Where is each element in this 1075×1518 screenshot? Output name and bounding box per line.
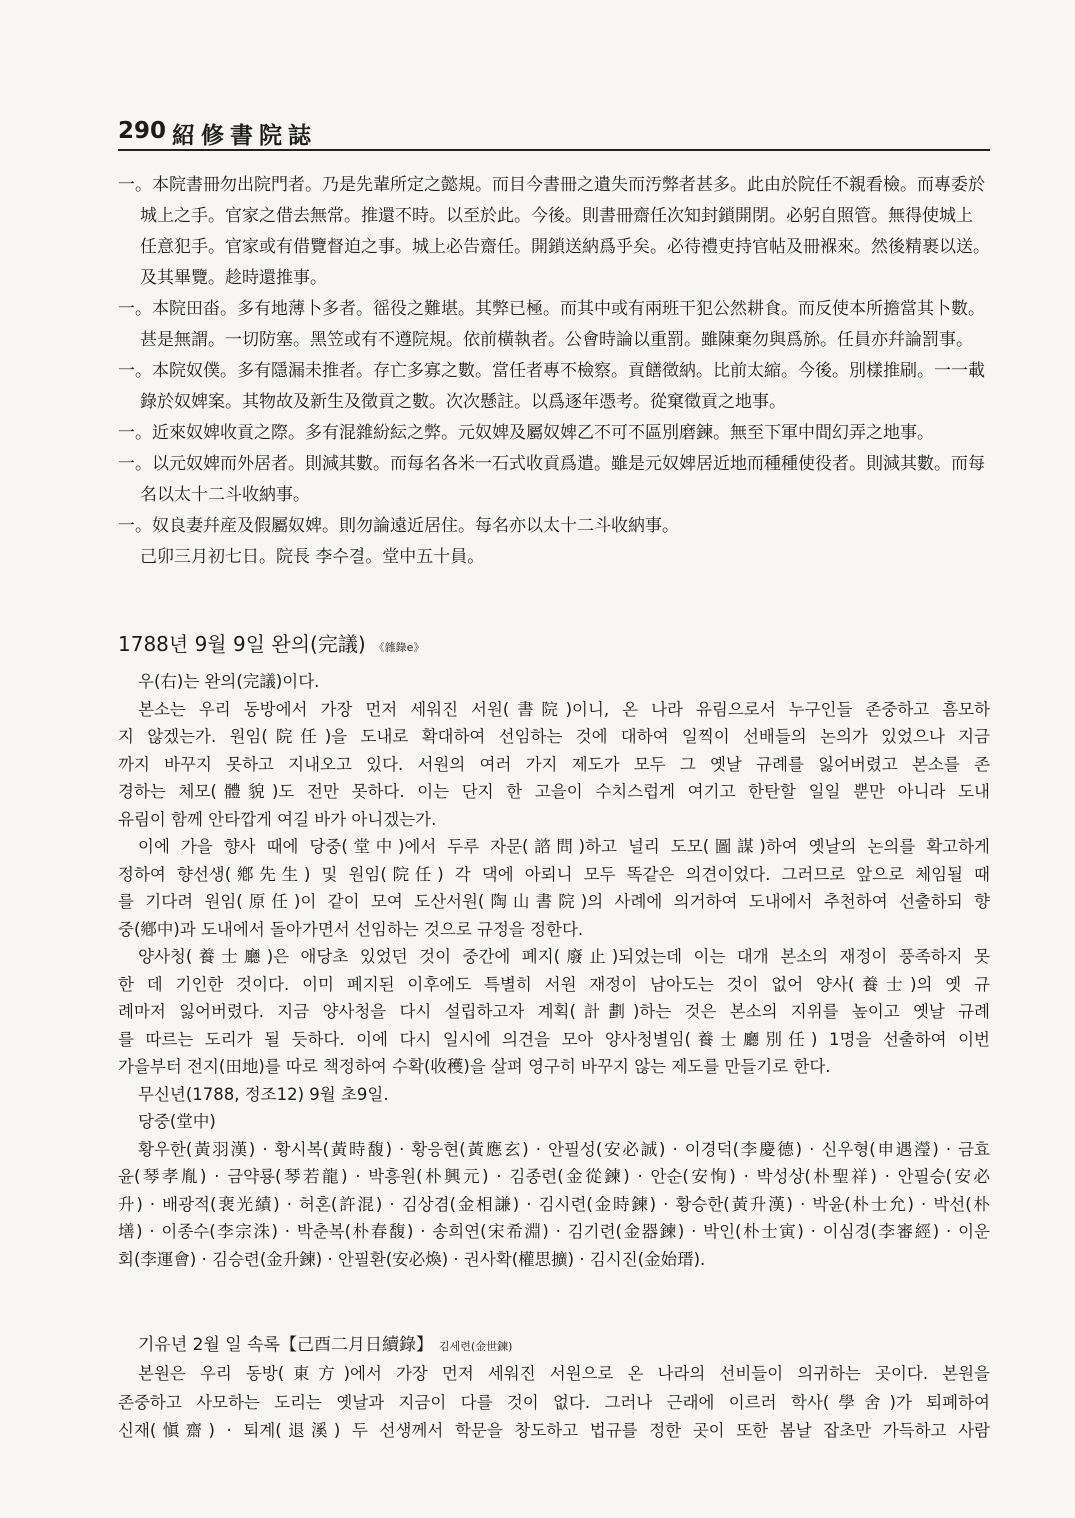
hanja-line: 名以太十二斗收納事。 — [140, 485, 310, 505]
text-line: 유림이 함께 안타깝게 여길 바가 아니겠는가. — [118, 809, 437, 829]
hanja-line: 任意犯手。官家或有借覽督迫之事。城上必告齋任。開鎖送納爲乎矣。必待禮吏持官帖及冊褓來。然後精裹以送。 — [140, 237, 990, 257]
translation-body — [118, 668, 990, 1273]
hanja-text-block — [118, 170, 998, 573]
section-title-wanui — [118, 628, 424, 657]
text-line: 를 기다려 원임(原任)이 같이 모여 도산서원(陶山書院)의 사례에 의거하여 도내에서 추천하여 선출하되 향 — [118, 892, 990, 911]
text-line: 존중하고 사모하는 도리는 옛날과 지금이 다를 것이 없다. 그러나 근래에 이르러 학사(學舍)가 퇴폐하여 — [118, 1392, 990, 1412]
text-line: 본원은 우리 동방(東方)에서 가장 먼저 세워진 서원으로 온 나라의 선비들이 의귀하는 곳이다. 본원을 — [138, 1364, 990, 1383]
names-line: 윤(琴孝胤) · 금약룡(琴若龍) · 박흥원(朴興元) · 김종련(金從鍊) · 안순(安恂) · 박성상(朴聖祥) · 안필승(安必 — [118, 1167, 990, 1186]
sub-section-author: 김세련(金世鍊) — [438, 1340, 513, 1353]
hanja-line: 及其畢覽。趁時還推事。 — [140, 268, 327, 288]
names-line: 升) · 배광적(裵光績) · 허혼(許混) · 김상겸(金相謙) · 김시련(金時鍊) · 황승한(黃升漢) · 박윤(朴士允) · 박선(朴 — [118, 1194, 990, 1214]
sub-section-title — [118, 1330, 990, 1360]
running-title: 紹修書院誌 — [172, 122, 317, 149]
hanja-line: 城上之手。官家之借去無常。推還不時。以至於此。今後。則書冊齋任次知封鎖開閉。必躬自照管。無得使城上 — [140, 206, 973, 226]
text-line: 본소는 우리 동방에서 가장 먼저 세워진 서원(書院)이니, 온 나라 유림으로서 누구인들 존중하고 흠모하 — [138, 699, 990, 719]
text-line: 례마저 잃어버렸다. 지금 양사청을 다시 설립하고자 계획(計劃)하는 것은 본소의 지위를 높이고 옛날 규례 — [118, 1002, 990, 1021]
hanja-signature-line: 己卯三月初七日。院長 李수결。堂中五十員。 — [140, 547, 485, 567]
names-line: 墡) · 이종수(李宗洙) · 박춘복(朴春馥) · 송희연(宋希淵) · 김기련(金器鍊) · 박인(朴士寅) · 이심경(李審經) · 이운 — [118, 1222, 990, 1241]
hanja-line: 一。本院奴僕。多有隱漏未推者。存亡多寡之數。當任者專不檢察。貢饍徵納。比前太縮。今後。別樣推刷。一一載 — [118, 361, 985, 381]
text-line: 경하는 체모(體貌)도 전만 못하다. 이는 단지 한 고을이 수치스럽게 여기고 한탄할 일일 뿐만 아니라 도내 — [118, 782, 990, 801]
hanja-line: 一。奴良妻幷産及假屬奴婢。則勿論遠近居住。每名亦以太十二斗收納事。 — [118, 516, 679, 536]
text-line: 정하여 향선생(鄕先生) 및 원임(院任) 각 댁에 아뢰니 모두 똑같은 의견이었다. 그러므로 앞으로 체임될 때 — [118, 864, 990, 884]
hanja-line: 甚是無謂。一切防塞。黑笠或有不遵院規。依前橫執者。公會時論以重罰。雖陳棄勿與爲旀。任員亦幷論罰事。 — [140, 330, 973, 350]
sub-section-title-text: 기유년 2월 일 속록【己酉二月日續錄】 — [138, 1335, 433, 1355]
text-line: 당중(堂中) — [138, 1112, 216, 1131]
hanja-line: 一。本院書冊勿出院門者。乃是先輩所定之懿規。而目今書冊之遺失而汚弊者甚多。此由於院任不親看檢。而專委於 — [118, 175, 985, 195]
text-line: 신재(愼齋) · 퇴계(退溪) 두 선생께서 학문을 창도하고 법규를 정한 곳이 또한 봄날 잡초만 가득하고 사람 — [118, 1421, 990, 1440]
names-line: 회(李運會) · 김승련(金升鍊) · 안필환(安必煥) · 권사확(權思擴) · 김시진(金始瑨). — [118, 1249, 706, 1269]
hanja-line: 一。以元奴婢而外居者。則減其數。而每名各米一石式收貢爲遣。雖是元奴婢居近地而種種使役者。則減其數。而每 — [118, 454, 985, 474]
text-line: 이에 가을 향사 때에 당중(堂中)에서 두루 자문(諮問)하고 널리 도모(圖謀)하여 옛날의 논의를 확고하게 — [138, 837, 990, 856]
section-title-text: 1788년 9월 9일 완의(完議) — [118, 632, 366, 656]
continued-record — [118, 1330, 990, 1446]
hanja-line: 錄於奴婢案。其物故及新生及徵貢之數。次次懸註。以爲逐年憑考。從窠徵貢之地事。 — [140, 392, 786, 412]
text-line: 지 않겠는가. 원임(院任)을 도내로 확대하여 선임하는 것에 대하여 일찍이 선배들의 논의가 있었으나 지금 — [118, 727, 990, 746]
text-line: 까지 바꾸지 못하고 지내오고 있다. 서원의 여러 가지 제도가 모두 그 옛날 규례를 잃어버렸고 본소를 존 — [118, 754, 990, 774]
date-line: 무신년(1788, 정조12) 9월 초9일. — [138, 1084, 389, 1104]
text-line: 중(鄕中)과 도내에서 돌아가면서 선임하는 것으로 규정을 정한다. — [118, 919, 584, 939]
names-line: 황우한(黃羽漢) · 황시복(黃時馥) · 황응현(黃應玄) · 안필성(安必誠) · 이경덕(李慶德) · 신우형(申遇瀅) · 금효 — [138, 1139, 990, 1159]
section-title-note: 《雜錄e》 — [373, 641, 425, 654]
text-line: 양사청(養士廳)은 애당초 있었던 것이 중간에 폐지(廢止)되었는데 이는 대개 본소의 재정이 풍족하지 못 — [138, 947, 990, 966]
page-number: 290 — [118, 118, 167, 144]
header-rule — [118, 149, 990, 151]
hanja-line: 一。本院田畓。多有地薄卜多者。徭役之難堪。其弊已極。而其中或有兩班干犯公然耕食。而反使本所擔當其卜數。 — [118, 299, 985, 319]
text-line: 가을부터 전지(田地)를 따로 책정하여 수확(收穫)을 살펴 영구히 바꾸지 않는 제도를 만들기로 한다. — [118, 1057, 831, 1076]
text-line: 한 데 기인한 것이다. 이미 폐지된 이후에도 특별히 서원 재정이 남아도는 것이 없어 양사(養士)의 옛 규 — [118, 974, 990, 994]
hanja-line: 一。近來奴婢收貢之際。多有混雜紛紜之弊。元奴婢及屬奴婢乙不可不區別磨鍊。無至下軍中間幻弄之地事。 — [118, 423, 934, 443]
text-line: 우(右)는 완의(完議)이다. — [138, 672, 320, 691]
text-line: 를 따르는 도리가 될 듯하다. 이에 다시 일시에 의견을 모아 양사청별임(養士廳別任) 1명을 선출하여 이번 — [118, 1029, 990, 1049]
